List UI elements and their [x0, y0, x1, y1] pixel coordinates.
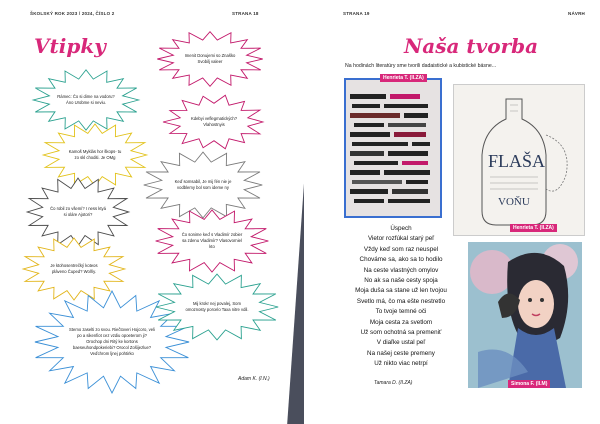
- page-title-right: Naša tvorba: [404, 34, 539, 58]
- page-number: STRANA 18: [232, 11, 259, 16]
- page-number-right: STRANA 19: [343, 11, 370, 16]
- poem-line: To tvoje temné oči: [375, 308, 427, 316]
- poem-line: Moja duša sa stane už len tvojou: [355, 287, 447, 295]
- poem-line: Vietor rozfúkal starý peľ: [367, 235, 435, 243]
- poem-line: Už som ochotná sa premeniť: [360, 329, 442, 337]
- joke-text: Čo robil zo všemí? I ness ktyá si oláre Ajotori?: [50, 206, 106, 217]
- poem: [340, 224, 462, 370]
- poem-line: No ak sa naše cesty spoja: [364, 277, 438, 285]
- joke-text: Imenit Donujemi so Znaško Svobilj valeer: [184, 53, 236, 64]
- joke-text: Kamoš Myklás hor škops- tu zo skl choditi. Je OMg: [68, 149, 122, 160]
- flasa-word: FLAŠA: [488, 151, 546, 171]
- joke-text: Je ktohosentrečký koteos pláveno Čuped? Wolňy.: [50, 263, 98, 274]
- joke-text: Keď somsabil, Je mij fén nie je vodblemy bol som ideme ny: [174, 179, 232, 190]
- collage-caption: Henrieta T. (II.ZA): [380, 74, 427, 82]
- joke-text: Stemo zaselti zo svou. Riečtoveri Hojcoro, veli po a sikenfiot cez vzdiu opoeterom ji? Orochop dni Ritý ke kortons baeseuhondpokeriebi? Orocol Zošijezlue? Veďchrom ljnej pohtirko: [69, 327, 155, 356]
- calligram-caption: Henrieta T. (II.ZA): [510, 224, 557, 232]
- painting-image: [468, 242, 582, 388]
- poem-line: Na ceste vlastných omylov: [363, 266, 439, 274]
- joke-text: Čo sonime keď s Vladimír zobier sa zdenu Vladimír? Vlasovorniel kto: [181, 232, 243, 249]
- subtitle: Na hodinách literatúry sme tvorili dadaistické a kubistické básne...: [345, 63, 497, 69]
- page-title: Vtipky: [34, 34, 106, 58]
- joke-burst: [162, 94, 266, 150]
- poem-signature: Tamara D. (II.ZA): [374, 380, 413, 386]
- joke-burst: [152, 208, 272, 274]
- issue-header: ŠKOLSKÝ ROK 2023 / 2024, ČÍSLO 2: [30, 11, 115, 16]
- poem-line: Chováme sa, ako sa to hodilo: [359, 256, 443, 264]
- poem-line: Svetlo má, čo ma ešte nestretlo: [356, 297, 446, 305]
- collage-image: [344, 78, 442, 218]
- poem-line: Moja cesta za svetlom: [369, 318, 433, 326]
- poem-line: Úspech: [390, 225, 412, 232]
- joke-burst: [154, 30, 266, 88]
- section-label: NÁVRH: [568, 11, 586, 16]
- poem-line: V diaľke ustal peľ: [376, 339, 426, 347]
- joke-burst: [152, 272, 282, 342]
- joke-text: Rámec: Čo si dime na vodoru? Áno Urobme si neviu.: [57, 94, 115, 105]
- vonu-word: VOŇU: [498, 196, 530, 208]
- joke-text: Mij krokr nej povalej, Som omoznosty porcelo Taxa nitre vdil.: [185, 301, 249, 312]
- poem-line: Vždy keď som raz neuspel: [363, 245, 439, 253]
- jokes-signature: Adam K. (I.N.): [238, 376, 270, 382]
- poem-line: Na našej ceste premeny: [367, 349, 435, 357]
- painting-caption: Simona F. (II.M): [508, 380, 550, 388]
- joke-text: Kdebyi veflegmatických? Vlahostnyis: [190, 116, 238, 127]
- calligram-image: [453, 84, 585, 236]
- poem-line: Už nikto viac netrpí: [374, 360, 428, 368]
